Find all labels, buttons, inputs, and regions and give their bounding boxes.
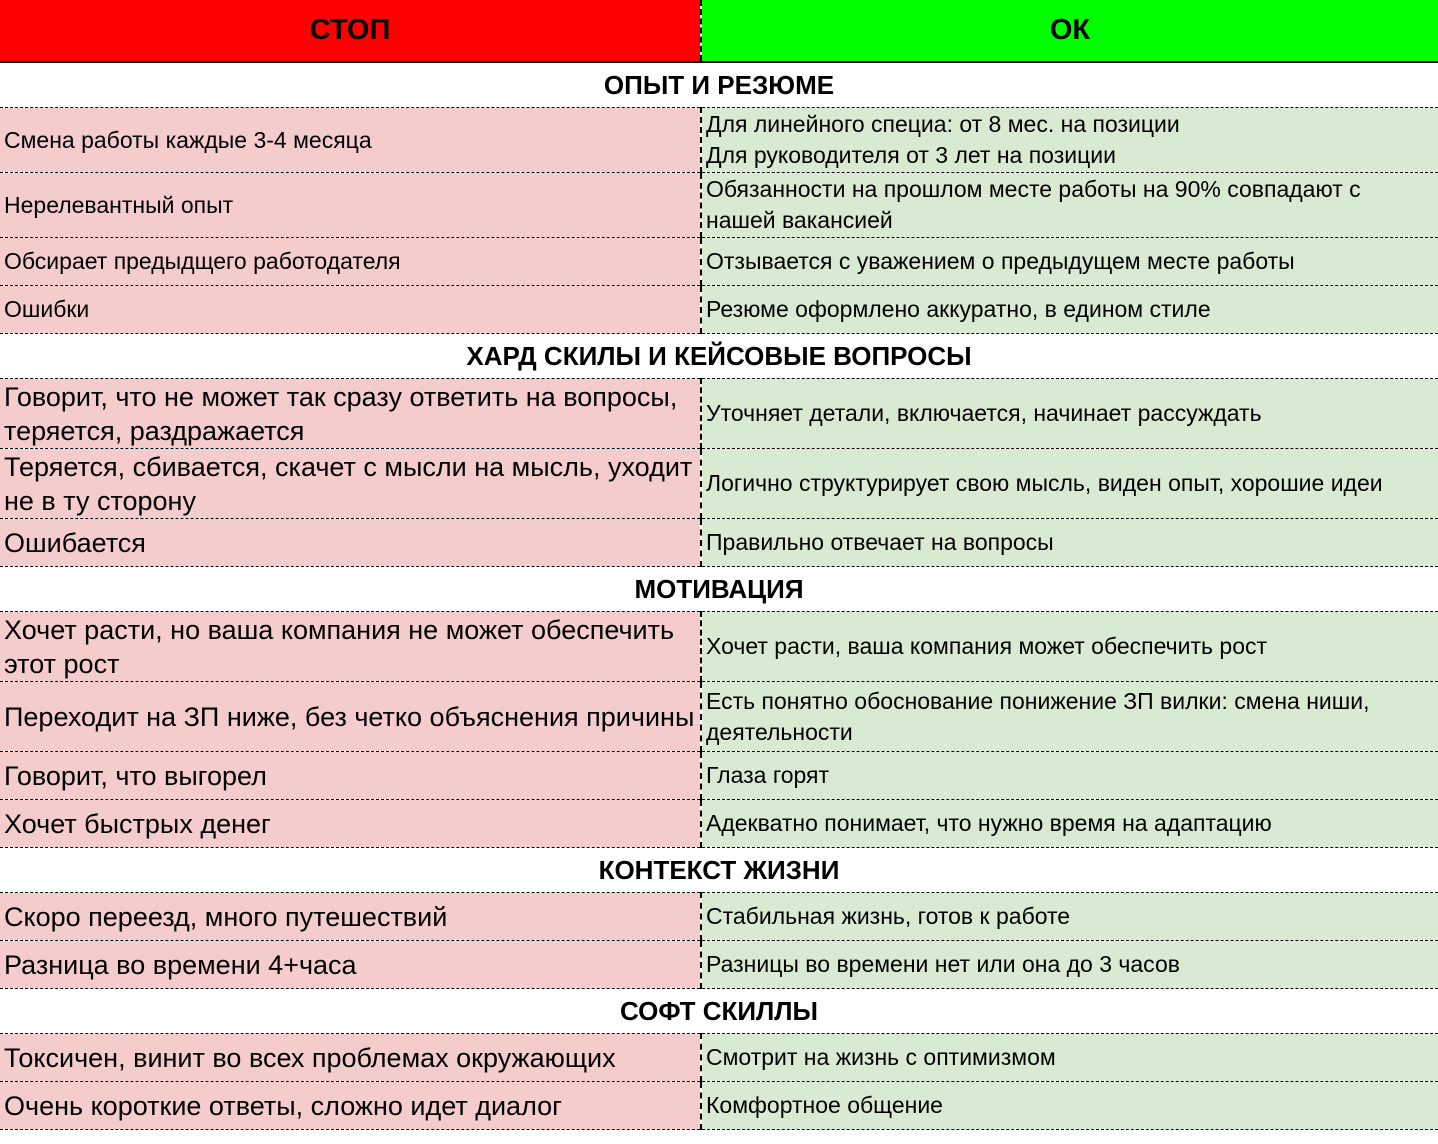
section-row bbox=[0, 567, 1438, 612]
table-row bbox=[0, 682, 1438, 752]
table-row bbox=[0, 108, 1438, 173]
table-row bbox=[0, 286, 1438, 334]
table-row bbox=[0, 173, 1438, 238]
ok-cell: Смотрит на жизнь с оптимизмом bbox=[701, 1034, 1438, 1082]
stop-cell: Ошибается bbox=[0, 519, 701, 567]
header-row bbox=[0, 0, 1438, 62]
section-title: СОФТ СКИЛЛЫ bbox=[0, 989, 1438, 1034]
section-title: ОПЫТ И РЕЗЮМЕ bbox=[0, 62, 1438, 108]
stop-cell: Токсичен, винит во всех проблемах окружающих bbox=[0, 1034, 701, 1082]
ok-header: ОК bbox=[701, 0, 1438, 62]
ok-cell: Отзывается с уважением о предыдущем месте работы bbox=[701, 238, 1438, 286]
ok-cell: Глаза горят bbox=[701, 752, 1438, 800]
ok-cell: Логично структурирует свою мысль, виден опыт, хорошие идеи bbox=[701, 449, 1438, 519]
stop-cell: Смена работы каждые 3-4 месяца bbox=[0, 108, 701, 173]
stop-cell: Очень короткие ответы, сложно идет диалог bbox=[0, 1082, 701, 1130]
section-title: ХАРД СКИЛЫ И КЕЙСОВЫЕ ВОПРОСЫ bbox=[0, 334, 1438, 379]
stop-cell: Хочет быстрых денег bbox=[0, 800, 701, 848]
table-row bbox=[0, 1082, 1438, 1130]
stop-cell: Ошибки bbox=[0, 286, 701, 334]
stop-cell: Переходит на ЗП ниже, без четко объяснения причины bbox=[0, 682, 701, 752]
table-row bbox=[0, 519, 1438, 567]
section-title: КОНТЕКСТ ЖИЗНИ bbox=[0, 848, 1438, 893]
table-row bbox=[0, 800, 1438, 848]
table-row bbox=[0, 449, 1438, 519]
section-row bbox=[0, 848, 1438, 893]
ok-cell: Разницы во времени нет или она до 3 часов bbox=[701, 941, 1438, 989]
table-row bbox=[0, 238, 1438, 286]
table-row bbox=[0, 752, 1438, 800]
stop-cell: Хочет расти, но ваша компания не может обеспечить этот рост bbox=[0, 612, 701, 682]
ok-cell: Адекватно понимает, что нужно время на адаптацию bbox=[701, 800, 1438, 848]
section-row bbox=[0, 334, 1438, 379]
ok-cell: Для линейного специа: от 8 мес. на позиции Для руководителя от 3 лет на позиции bbox=[701, 108, 1438, 173]
stop-cell: Скоро переезд, много путешествий bbox=[0, 893, 701, 941]
stop-cell: Обсирает предыдщего работодателя bbox=[0, 238, 701, 286]
stop-cell: Говорит, что выгорел bbox=[0, 752, 701, 800]
ok-cell: Обязанности на прошлом месте работы на 90% совпадают с нашей вакансией bbox=[701, 173, 1438, 238]
table-row bbox=[0, 893, 1438, 941]
ok-cell: Стабильная жизнь, готов к работе bbox=[701, 893, 1438, 941]
ok-cell: Резюме оформлено аккуратно, в едином стиле bbox=[701, 286, 1438, 334]
stop-cell: Теряется, сбивается, скачет с мысли на мысль, уходит не в ту сторону bbox=[0, 449, 701, 519]
table-row bbox=[0, 379, 1438, 449]
ok-cell: Хочет расти, ваша компания может обеспечить рост bbox=[701, 612, 1438, 682]
stop-header: СТОП bbox=[0, 0, 701, 62]
stop-cell: Нерелевантный опыт bbox=[0, 173, 701, 238]
section-row bbox=[0, 62, 1438, 108]
section-row bbox=[0, 989, 1438, 1034]
table-row bbox=[0, 612, 1438, 682]
ok-cell: Есть понятно обоснование понижение ЗП вилки: смена ниши, деятельности bbox=[701, 682, 1438, 752]
ok-cell: Правильно отвечает на вопросы bbox=[701, 519, 1438, 567]
table-row bbox=[0, 941, 1438, 989]
ok-cell: Комфортное общение bbox=[701, 1082, 1438, 1130]
table-row bbox=[0, 1034, 1438, 1082]
stop-cell: Разница во времени 4+часа bbox=[0, 941, 701, 989]
stop-cell: Говорит, что не может так сразу ответить на вопросы, теряется, раздражается bbox=[0, 379, 701, 449]
ok-cell: Уточняет детали, включается, начинает рассуждать bbox=[701, 379, 1438, 449]
section-title: МОТИВАЦИЯ bbox=[0, 567, 1438, 612]
